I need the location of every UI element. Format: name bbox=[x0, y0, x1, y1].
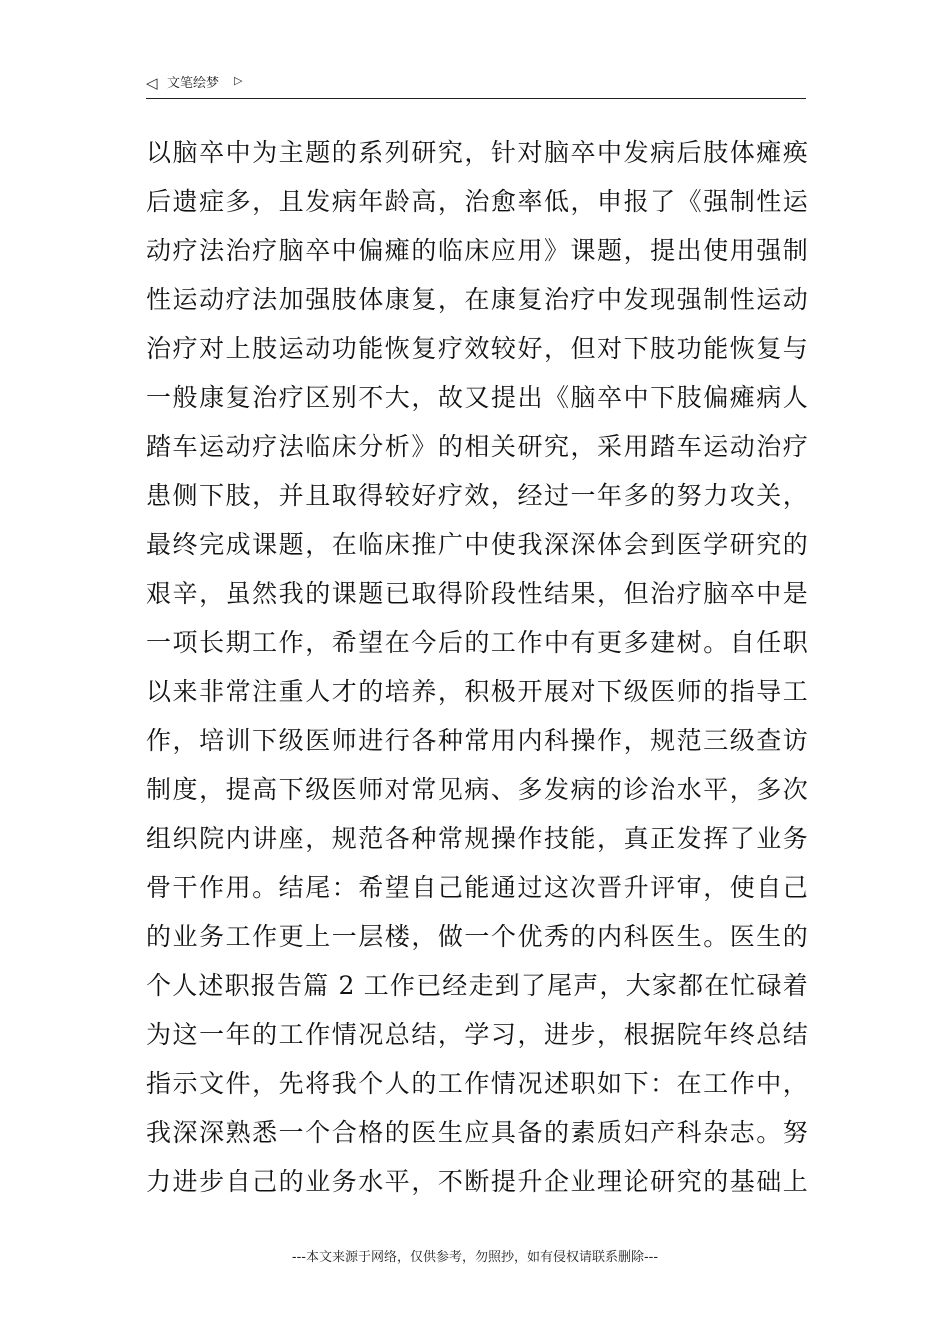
body-line: 治疗对上肢运动功能恢复疗效较好，但对下肢功能恢复与 bbox=[146, 334, 808, 363]
document-body bbox=[146, 128, 808, 1206]
body-line: 以脑卒中为主题的系列研究，针对脑卒中发病后肢体瘫痪 bbox=[146, 138, 808, 167]
triangle-left-icon: ◁ bbox=[146, 74, 158, 92]
body-line: 力进步自己的业务水平，不断提升企业理论研究的基础上 bbox=[146, 1167, 808, 1196]
body-line: 踏车运动疗法临床分析》的相关研究，采用踏车运动治疗 bbox=[146, 432, 808, 461]
body-line: 艰辛，虽然我的课题已取得阶段性结果，但治疗脑卒中是 bbox=[146, 579, 808, 608]
body-line: 后遗症多，且发病年龄高，治愈率低，申报了《强制性运 bbox=[146, 187, 808, 216]
header-title: 文笔绘梦 bbox=[167, 76, 220, 91]
body-line: 组织院内讲座，规范各种常规操作技能，真正发挥了业务 bbox=[146, 824, 808, 853]
page-header bbox=[146, 72, 806, 99]
body-line: 一项长期工作，希望在今后的工作中有更多建树。自任职 bbox=[146, 628, 808, 657]
body-line: 作，培训下级医师进行各种常用内科操作，规范三级查访 bbox=[146, 726, 808, 755]
body-line: 一般康复治疗区别不大，故又提出《脑卒中下肢偏瘫病人 bbox=[146, 383, 808, 412]
body-line: 为这一年的工作情况总结，学习，进步，根据院年终总结 bbox=[146, 1020, 808, 1049]
body-line: 以来非常注重人才的培养，积极开展对下级医师的指导工 bbox=[146, 677, 808, 706]
body-line: 指示文件，先将我个人的工作情况述职如下：在工作中， bbox=[146, 1069, 808, 1098]
body-line: 性运动疗法加强肢体康复，在康复治疗中发现强制性运动 bbox=[146, 285, 808, 314]
body-line: 我深深熟悉一个合格的医生应具备的素质妇产科杂志。努 bbox=[146, 1118, 808, 1147]
body-line: 的业务工作更上一层楼，做一个优秀的内科医生。医生的 bbox=[146, 922, 808, 951]
body-line: 最终完成课题，在临床推广中使我深深体会到医学研究的 bbox=[146, 530, 808, 559]
body-line: 制度，提高下级医师对常见病、多发病的诊治水平，多次 bbox=[146, 775, 808, 804]
body-line: 患侧下肢，并且取得较好疗效，经过一年多的努力攻关， bbox=[146, 481, 808, 510]
body-line: 骨干作用。结尾：希望自己能通过这次晋升评审，使自己 bbox=[146, 873, 808, 902]
page-footer-disclaimer: ---本文来源于网络，仅供参考，勿照抄，如有侵权请联系删除--- bbox=[291, 1250, 659, 1265]
triangle-right-icon: ▷ bbox=[234, 74, 243, 87]
body-line: 动疗法治疗脑卒中偏瘫的临床应用》课题，提出使用强制 bbox=[146, 236, 808, 265]
body-line: 个人述职报告篇 2 工作已经走到了尾声，大家都在忙碌着 bbox=[146, 971, 808, 1000]
